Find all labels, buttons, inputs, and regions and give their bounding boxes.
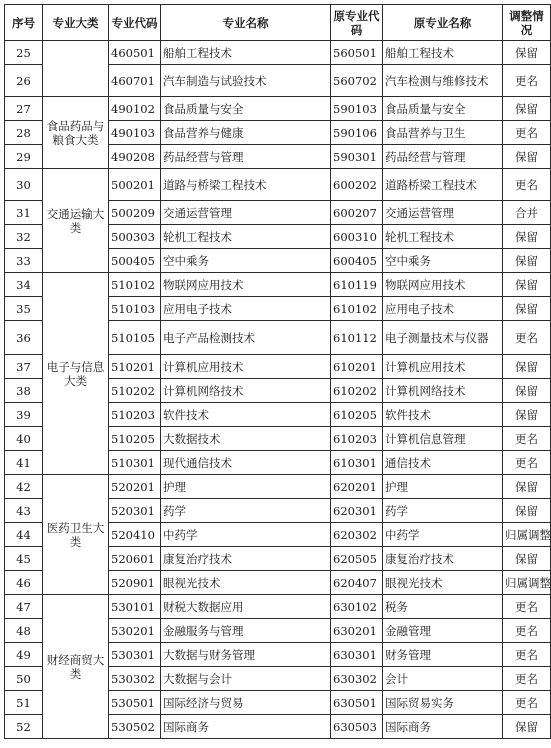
cell-adjust: 保留 bbox=[503, 547, 551, 571]
cell-orig-code: 630501 bbox=[331, 691, 383, 715]
cell-code: 530301 bbox=[109, 643, 161, 667]
cell-orig-name: 通信技术 bbox=[383, 451, 503, 475]
cell-orig-code: 610205 bbox=[331, 403, 383, 427]
cell-adjust: 更名 bbox=[503, 169, 551, 201]
table-row bbox=[5, 97, 551, 121]
cell-name: 应用电子技术 bbox=[161, 297, 331, 321]
cell-name: 食品营养与健康 bbox=[161, 121, 331, 145]
cell-orig-name: 护理 bbox=[383, 475, 503, 499]
cell-adjust: 更名 bbox=[503, 595, 551, 619]
cell-orig-name: 药品经营与管理 bbox=[383, 145, 503, 169]
major-catalog-table bbox=[4, 4, 551, 739]
cell-name: 金融服务与管理 bbox=[161, 619, 331, 643]
header-code: 专业代码 bbox=[109, 5, 161, 41]
cell-orig-code: 600405 bbox=[331, 249, 383, 273]
cell-orig-name: 中药学 bbox=[383, 523, 503, 547]
cell-code: 510202 bbox=[109, 379, 161, 403]
cell-adjust: 归属调整 bbox=[503, 523, 551, 547]
cell-adjust: 保留 bbox=[503, 715, 551, 739]
cell-no: 26 bbox=[5, 65, 43, 97]
cell-orig-name: 空中乘务 bbox=[383, 249, 503, 273]
cell-name: 食品质量与安全 bbox=[161, 97, 331, 121]
cell-code: 500405 bbox=[109, 249, 161, 273]
cell-category bbox=[43, 41, 109, 97]
cell-orig-name: 轮机工程技术 bbox=[383, 225, 503, 249]
cell-orig-code: 600207 bbox=[331, 201, 383, 225]
cell-code: 530201 bbox=[109, 619, 161, 643]
cell-name: 船舶工程技术 bbox=[161, 41, 331, 65]
cell-code: 460701 bbox=[109, 65, 161, 97]
cell-orig-code: 560501 bbox=[331, 41, 383, 65]
cell-adjust: 保留 bbox=[503, 225, 551, 249]
cell-orig-code: 620407 bbox=[331, 571, 383, 595]
cell-adjust: 更名 bbox=[503, 643, 551, 667]
cell-adjust: 更名 bbox=[503, 667, 551, 691]
cell-orig-code: 610203 bbox=[331, 427, 383, 451]
cell-no: 29 bbox=[5, 145, 43, 169]
cell-name: 道路与桥梁工程技术 bbox=[161, 169, 331, 201]
cell-no: 52 bbox=[5, 715, 43, 739]
cell-no: 38 bbox=[5, 379, 43, 403]
cell-orig-code: 630102 bbox=[331, 595, 383, 619]
cell-orig-code: 600310 bbox=[331, 225, 383, 249]
cell-code: 510103 bbox=[109, 297, 161, 321]
cell-code: 490103 bbox=[109, 121, 161, 145]
cell-adjust: 更名 bbox=[503, 619, 551, 643]
cell-orig-name: 道路桥梁工程技术 bbox=[383, 169, 503, 201]
cell-no: 33 bbox=[5, 249, 43, 273]
cell-name: 大数据与会计 bbox=[161, 667, 331, 691]
cell-no: 41 bbox=[5, 451, 43, 475]
cell-code: 490102 bbox=[109, 97, 161, 121]
header-orig-name: 原专业名称 bbox=[383, 5, 503, 41]
cell-orig-code: 610202 bbox=[331, 379, 383, 403]
cell-name: 康复治疗技术 bbox=[161, 547, 331, 571]
cell-no: 45 bbox=[5, 547, 43, 571]
cell-orig-code: 620505 bbox=[331, 547, 383, 571]
cell-no: 44 bbox=[5, 523, 43, 547]
cell-no: 27 bbox=[5, 97, 43, 121]
cell-code: 520301 bbox=[109, 499, 161, 523]
cell-code: 460501 bbox=[109, 41, 161, 65]
cell-orig-code: 610119 bbox=[331, 273, 383, 297]
cell-code: 500303 bbox=[109, 225, 161, 249]
cell-category: 交通运输大类 bbox=[43, 169, 109, 273]
cell-orig-code: 610301 bbox=[331, 451, 383, 475]
cell-no: 42 bbox=[5, 475, 43, 499]
cell-name: 物联网应用技术 bbox=[161, 273, 331, 297]
cell-orig-code: 620301 bbox=[331, 499, 383, 523]
cell-category: 电子与信息大类 bbox=[43, 273, 109, 475]
cell-name: 护理 bbox=[161, 475, 331, 499]
cell-adjust: 更名 bbox=[503, 321, 551, 355]
cell-adjust: 更名 bbox=[503, 121, 551, 145]
cell-code: 520201 bbox=[109, 475, 161, 499]
cell-name: 国际经济与贸易 bbox=[161, 691, 331, 715]
cell-adjust: 保留 bbox=[503, 273, 551, 297]
cell-orig-code: 630201 bbox=[331, 619, 383, 643]
cell-orig-code: 610112 bbox=[331, 321, 383, 355]
cell-name: 中药学 bbox=[161, 523, 331, 547]
cell-no: 47 bbox=[5, 595, 43, 619]
cell-name: 电子产品检测技术 bbox=[161, 321, 331, 355]
cell-adjust: 保留 bbox=[503, 355, 551, 379]
cell-orig-code: 620201 bbox=[331, 475, 383, 499]
cell-adjust: 保留 bbox=[503, 249, 551, 273]
cell-no: 36 bbox=[5, 321, 43, 355]
cell-name: 财税大数据应用 bbox=[161, 595, 331, 619]
cell-orig-name: 计算机应用技术 bbox=[383, 355, 503, 379]
cell-name: 软件技术 bbox=[161, 403, 331, 427]
cell-orig-name: 药学 bbox=[383, 499, 503, 523]
cell-orig-code: 620302 bbox=[331, 523, 383, 547]
cell-adjust: 更名 bbox=[503, 65, 551, 97]
cell-adjust: 保留 bbox=[503, 475, 551, 499]
header-adjust: 调整情况 bbox=[503, 5, 551, 41]
cell-code: 510105 bbox=[109, 321, 161, 355]
cell-orig-code: 590106 bbox=[331, 121, 383, 145]
cell-no: 49 bbox=[5, 643, 43, 667]
cell-orig-name: 软件技术 bbox=[383, 403, 503, 427]
cell-orig-name: 会计 bbox=[383, 667, 503, 691]
cell-orig-name: 计算机网络技术 bbox=[383, 379, 503, 403]
table-row bbox=[5, 595, 551, 619]
cell-no: 51 bbox=[5, 691, 43, 715]
cell-adjust: 保留 bbox=[503, 41, 551, 65]
table-row bbox=[5, 41, 551, 65]
cell-orig-code: 590103 bbox=[331, 97, 383, 121]
cell-code: 510201 bbox=[109, 355, 161, 379]
cell-adjust: 更名 bbox=[503, 451, 551, 475]
header-name: 专业名称 bbox=[161, 5, 331, 41]
cell-name: 药品经营与管理 bbox=[161, 145, 331, 169]
cell-name: 大数据技术 bbox=[161, 427, 331, 451]
cell-code: 520901 bbox=[109, 571, 161, 595]
cell-code: 510301 bbox=[109, 451, 161, 475]
cell-orig-code: 630301 bbox=[331, 643, 383, 667]
cell-category: 财经商贸大类 bbox=[43, 595, 109, 739]
cell-orig-name: 计算机信息管理 bbox=[383, 427, 503, 451]
cell-code: 510203 bbox=[109, 403, 161, 427]
table-body bbox=[5, 41, 551, 739]
cell-orig-name: 食品质量与安全 bbox=[383, 97, 503, 121]
table-header-row bbox=[5, 5, 551, 41]
cell-name: 汽车制造与试验技术 bbox=[161, 65, 331, 97]
cell-adjust: 更名 bbox=[503, 691, 551, 715]
table-row bbox=[5, 273, 551, 297]
cell-adjust: 合并 bbox=[503, 201, 551, 225]
cell-code: 530501 bbox=[109, 691, 161, 715]
cell-name: 药学 bbox=[161, 499, 331, 523]
cell-code: 530101 bbox=[109, 595, 161, 619]
cell-adjust: 更名 bbox=[503, 427, 551, 451]
cell-code: 500201 bbox=[109, 169, 161, 201]
header-no: 序号 bbox=[5, 5, 43, 41]
cell-no: 46 bbox=[5, 571, 43, 595]
cell-orig-code: 600202 bbox=[331, 169, 383, 201]
cell-name: 轮机工程技术 bbox=[161, 225, 331, 249]
cell-orig-name: 税务 bbox=[383, 595, 503, 619]
cell-orig-code: 630302 bbox=[331, 667, 383, 691]
cell-orig-name: 金融管理 bbox=[383, 619, 503, 643]
cell-no: 40 bbox=[5, 427, 43, 451]
cell-orig-code: 610102 bbox=[331, 297, 383, 321]
cell-adjust: 归属调整 bbox=[503, 571, 551, 595]
cell-no: 37 bbox=[5, 355, 43, 379]
cell-name: 空中乘务 bbox=[161, 249, 331, 273]
cell-name: 大数据与财务管理 bbox=[161, 643, 331, 667]
cell-code: 520601 bbox=[109, 547, 161, 571]
cell-orig-name: 船舶工程技术 bbox=[383, 41, 503, 65]
cell-no: 30 bbox=[5, 169, 43, 201]
cell-orig-code: 560702 bbox=[331, 65, 383, 97]
cell-adjust: 保留 bbox=[503, 499, 551, 523]
cell-orig-name: 食品营养与卫生 bbox=[383, 121, 503, 145]
cell-orig-code: 590301 bbox=[331, 145, 383, 169]
cell-name: 交通运营管理 bbox=[161, 201, 331, 225]
table-row bbox=[5, 169, 551, 201]
cell-no: 50 bbox=[5, 667, 43, 691]
document-page bbox=[4, 4, 551, 739]
cell-no: 31 bbox=[5, 201, 43, 225]
cell-no: 32 bbox=[5, 225, 43, 249]
cell-code: 530502 bbox=[109, 715, 161, 739]
cell-code: 510102 bbox=[109, 273, 161, 297]
cell-orig-name: 电子测量技术与仪器 bbox=[383, 321, 503, 355]
cell-no: 34 bbox=[5, 273, 43, 297]
cell-adjust: 保留 bbox=[503, 297, 551, 321]
cell-name: 计算机应用技术 bbox=[161, 355, 331, 379]
cell-orig-name: 眼视光技术 bbox=[383, 571, 503, 595]
cell-code: 510205 bbox=[109, 427, 161, 451]
cell-orig-name: 物联网应用技术 bbox=[383, 273, 503, 297]
cell-orig-code: 610201 bbox=[331, 355, 383, 379]
cell-name: 计算机网络技术 bbox=[161, 379, 331, 403]
cell-code: 490208 bbox=[109, 145, 161, 169]
cell-no: 35 bbox=[5, 297, 43, 321]
cell-no: 25 bbox=[5, 41, 43, 65]
cell-orig-name: 国际商务 bbox=[383, 715, 503, 739]
cell-orig-name: 财务管理 bbox=[383, 643, 503, 667]
cell-name: 国际商务 bbox=[161, 715, 331, 739]
cell-no: 28 bbox=[5, 121, 43, 145]
cell-code: 520410 bbox=[109, 523, 161, 547]
cell-orig-name: 交通运营管理 bbox=[383, 201, 503, 225]
cell-no: 43 bbox=[5, 499, 43, 523]
cell-name: 现代通信技术 bbox=[161, 451, 331, 475]
cell-code: 500209 bbox=[109, 201, 161, 225]
cell-adjust: 保留 bbox=[503, 97, 551, 121]
cell-orig-name: 汽车检测与维修技术 bbox=[383, 65, 503, 97]
cell-orig-name: 康复治疗技术 bbox=[383, 547, 503, 571]
cell-category: 食品药品与粮食大类 bbox=[43, 97, 109, 169]
header-category: 专业大类 bbox=[43, 5, 109, 41]
cell-category: 医药卫生大类 bbox=[43, 475, 109, 595]
cell-orig-name: 应用电子技术 bbox=[383, 297, 503, 321]
cell-adjust: 保留 bbox=[503, 403, 551, 427]
cell-name: 眼视光技术 bbox=[161, 571, 331, 595]
cell-orig-code: 630503 bbox=[331, 715, 383, 739]
cell-code: 530302 bbox=[109, 667, 161, 691]
cell-adjust: 保留 bbox=[503, 145, 551, 169]
header-orig-code: 原专业代码 bbox=[331, 5, 383, 41]
table-row bbox=[5, 475, 551, 499]
cell-orig-name: 国际贸易实务 bbox=[383, 691, 503, 715]
cell-no: 48 bbox=[5, 619, 43, 643]
cell-no: 39 bbox=[5, 403, 43, 427]
cell-adjust: 保留 bbox=[503, 379, 551, 403]
